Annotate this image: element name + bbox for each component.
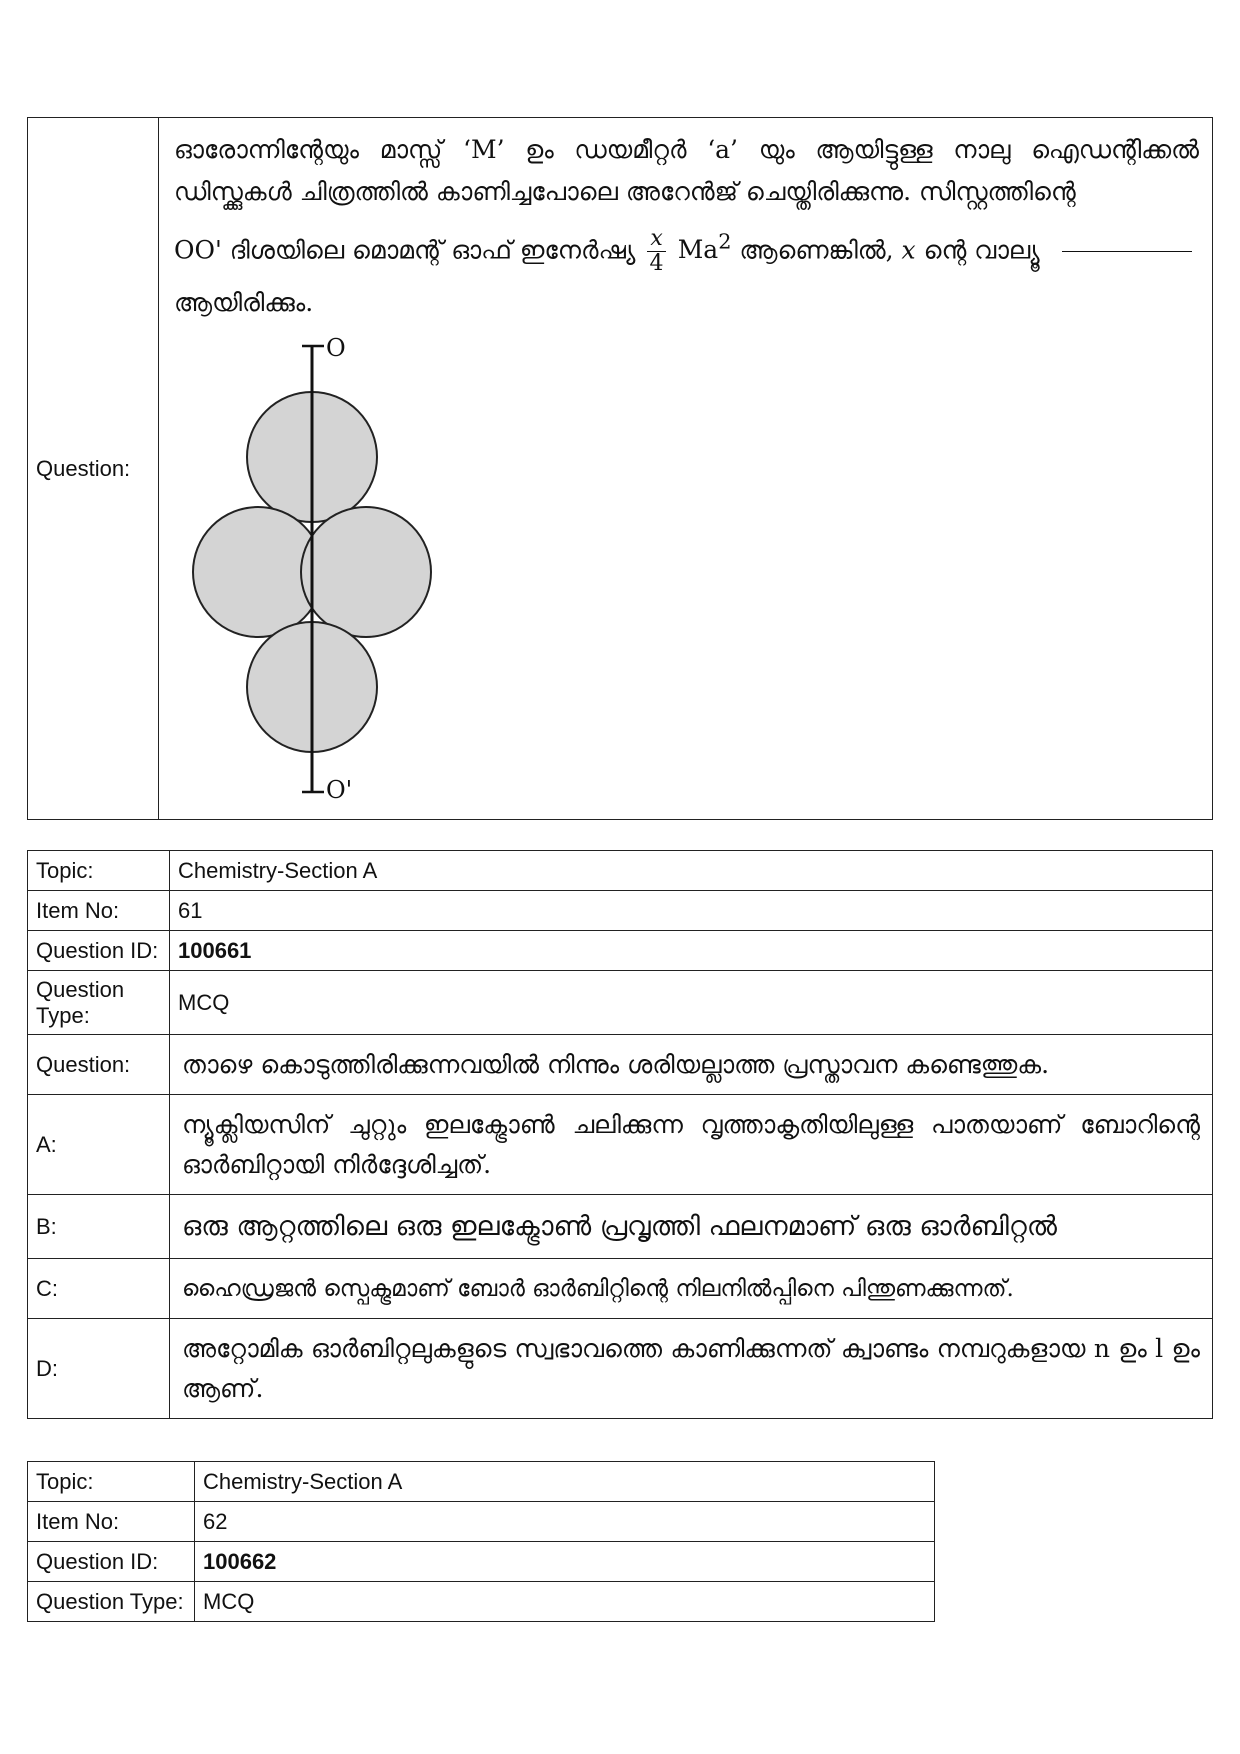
axis-label-top: O [326, 334, 346, 363]
ma-text: Ma [677, 235, 719, 265]
fraction-x-over-4 [647, 227, 665, 276]
item-no-value: 61 [170, 891, 1213, 931]
option-a-text: ന്യൂക്ലിയസിന് ചുറ്റും ഇലക്ട്രോൺ ചലിക്കുന്ന വൃത്താകൃതിയിലുള്ള പാതയാണ് ബോറിന്റെ ഓർബിറ്റായി നിർദ്ദേശിച്ചത്. [170, 1095, 1213, 1195]
item-62-table [27, 1461, 935, 1622]
option-b-label: B: [28, 1195, 170, 1259]
question-type-value: MCQ [195, 1582, 935, 1622]
item-61-table [27, 850, 1213, 1419]
question-line2 [174, 221, 1199, 276]
answer-blank [1062, 251, 1192, 252]
disc-right [301, 507, 431, 637]
option-c-label: C: [28, 1259, 170, 1319]
option-d-text: അറ്റോമിക ഓർബിറ്റലുകളുടെ സ്വഭാവത്തെ കാണിക്കുന്നത് ക്വാണ്ടം നമ്പറുകളായ n ഉം l ഉം ആണ്. [170, 1319, 1213, 1419]
question-line2-mid: ആണെങ്കിൽ, [739, 235, 894, 265]
topic-label: Topic: [28, 1462, 195, 1502]
question-text: താഴെ കൊടുത്തിരിക്കുന്നവയിൽ നിന്നും ശരിയല്ലാത്ത പ്രസ്താവന കണ്ടെത്തുക. [170, 1035, 1213, 1095]
question-type-value: MCQ [170, 971, 1213, 1035]
exponent: 2 [718, 230, 732, 254]
question-id-label: Question ID: [28, 931, 170, 971]
axis-label-bottom: O' [326, 776, 353, 803]
topic-value: Chemistry-Section A [195, 1462, 935, 1502]
fraction-denominator: 4 [649, 251, 664, 277]
question-block [27, 117, 1213, 820]
question-id-value: 100661 [170, 931, 1213, 971]
question-label: Question: [28, 118, 159, 820]
question-line2-prefix: OO' ദിശയിലെ മൊമന്റ് ഓഫ് ഇനേർഷ്യ [174, 235, 636, 265]
question-label: Question: [28, 1035, 170, 1095]
option-b-text: ഒരു ആറ്റത്തിലെ ഒരു ഇലക്ട്രോൺ പ്രവൃത്തി ഫലനമാണ് ഒരു ഓർബിറ്റൽ [170, 1195, 1213, 1259]
option-c-text: ഹൈഡ്രജൻ സ്പെക്ട്രമാണ് ബോർ ഓർബിറ്റിന്റെ നിലനിൽപ്പിനെ പിന്തുണക്കുന്നത്. [170, 1259, 1213, 1319]
question-text [160, 119, 1211, 328]
fraction-numerator: x [647, 227, 665, 252]
question-line2-suffix: ന്റെ വാല്യൂ [923, 235, 1040, 265]
ma-squared [677, 230, 732, 265]
question-line3: ആയിരിക്കും. [174, 288, 314, 318]
question-id-label: Question ID: [28, 1542, 195, 1582]
question-type-label: Question Type: [28, 1582, 195, 1622]
question-content [159, 118, 1213, 820]
option-d-label: D: [28, 1319, 170, 1419]
topic-label: Topic: [28, 851, 170, 891]
x-variable: x [901, 235, 916, 265]
item-no-label: Item No: [28, 891, 170, 931]
question-line1: ഓരോന്നിന്റേയും മാസ്സ് ‘M’ ഉം ഡയമീറ്റർ ‘a’ യും ആയിട്ടുള്ള നാലു ഐഡന്റിക്കൽ ഡിസ്ക്കുകൾ ചിത്രത്തിൽ കാണിച്ചപോലെ അറേൻജ് ചെയ്തിരിക്കുന്നു. സിസ്റ്റത്തിന്റെ [174, 135, 1199, 206]
topic-value: Chemistry-Section A [170, 851, 1213, 891]
question-id-value: 100662 [195, 1542, 935, 1582]
item-no-label: Item No: [28, 1502, 195, 1542]
question-type-label: Question Type: [28, 971, 170, 1035]
option-a-label: A: [28, 1095, 170, 1195]
four-discs-diagram [174, 332, 454, 802]
item-no-value: 62 [195, 1502, 935, 1542]
